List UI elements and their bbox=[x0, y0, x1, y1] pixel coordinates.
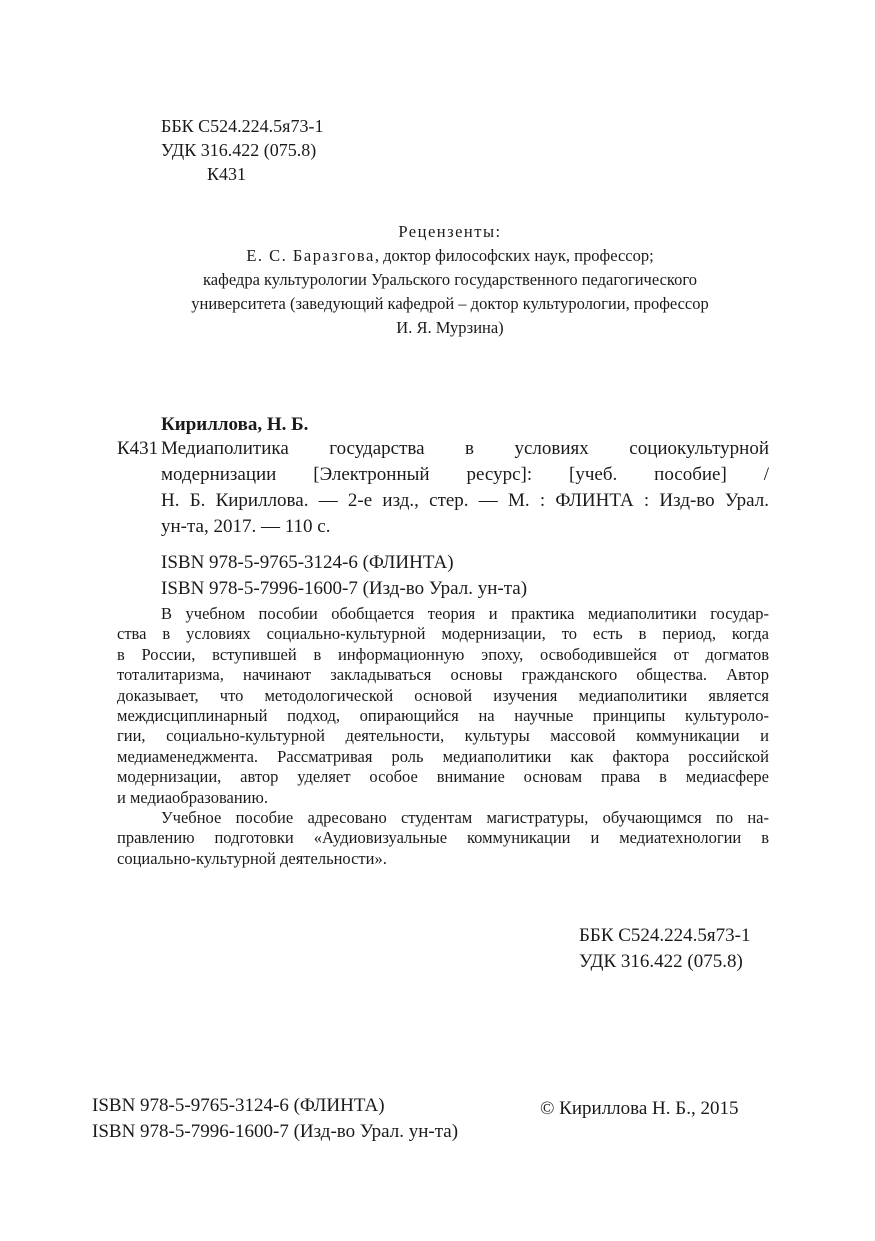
annotation-line: социально-культурной деятельности». bbox=[117, 848, 387, 868]
bottom-classification-block bbox=[579, 923, 750, 975]
bbk-code-bottom: ББК С524.224.5я73-1 bbox=[579, 925, 751, 946]
footer-isbn-ural: ISBN 978-5-7996-1600-7 (Изд-во Урал. ун-та) bbox=[92, 1121, 459, 1142]
biblio-author: Кириллова, Н. Б. bbox=[161, 414, 309, 435]
reviewer-2-line-1: кафедра культурологии Уральского государственного педагогического bbox=[203, 270, 697, 289]
biblio-desc-line: модернизации [Электронный ресурс]: [учеб. пособие] / bbox=[161, 464, 769, 485]
annotation-line: модернизации, автор уделяет особое внимание основам права в медиасфере bbox=[117, 767, 769, 787]
author-mark: К431 bbox=[207, 164, 247, 184]
annotation-line: междисциплинарный подход, опирающийся на научные принципы культуроло- bbox=[117, 705, 769, 725]
biblio-description bbox=[161, 436, 769, 540]
annotation-line: и медиаобразованию. bbox=[117, 787, 268, 807]
copyright-notice: © Кириллова Н. Б., 2015 bbox=[540, 1098, 739, 1119]
isbn-block bbox=[161, 550, 527, 602]
reviewer-2-line-3: И. Я. Мурзина) bbox=[396, 318, 504, 337]
annotation-line: доказывает, что методологической основой изучения медиаполитики является bbox=[117, 685, 769, 705]
reviewers-heading: Рецензенты: bbox=[398, 222, 502, 241]
reviewer-2-line-2: университета (заведующий кафедрой – доктор культурологии, профессор bbox=[191, 294, 709, 313]
udk-code-bottom: УДК 316.422 (075.8) bbox=[579, 951, 743, 972]
annotation-line: ства в условиях социально-культурной модернизации, то есть в период, когда bbox=[117, 624, 769, 644]
isbn-flinta: ISBN 978-5-9765-3124-6 (ФЛИНТА) bbox=[161, 552, 454, 573]
annotation-line: тоталитаризма, начинают закладываться основы гражданского общества. Автор bbox=[117, 665, 769, 685]
annotation bbox=[117, 604, 769, 869]
bbk-code: ББК С524.224.5я73-1 bbox=[161, 116, 324, 136]
biblio-desc-line: Медиаполитика государства в условиях социокультурной bbox=[161, 438, 769, 459]
reviewers-block bbox=[140, 222, 760, 342]
annotation-line: медиаменеджмента. Рассматривая роль медиаполитики как фактора российской bbox=[117, 746, 769, 766]
reviewer-1-title: , доктор философских наук, профессор; bbox=[374, 246, 654, 265]
reviewer-1 bbox=[140, 246, 760, 270]
udk-code: УДК 316.422 (075.8) bbox=[161, 140, 317, 160]
isbn-ural: ISBN 978-5-7996-1600-7 (Изд-во Урал. ун-та) bbox=[161, 578, 528, 599]
annotation-line: В учебном пособии обобщается теория и практика медиаполитики государ- bbox=[161, 604, 769, 623]
footer-isbn-flinta: ISBN 978-5-9765-3124-6 (ФЛИНТА) bbox=[92, 1095, 385, 1116]
annotation-line: гии, социально-культурной деятельности, культуры массовой коммуникации и bbox=[117, 726, 769, 746]
biblio-desc-line: Н. Б. Кириллова. — 2-е изд., стер. — М. : ФЛИНТА : Изд-во Урал. bbox=[161, 490, 769, 511]
annotation-line: Учебное пособие адресовано студентам магистратуры, обучающимся по на- bbox=[161, 807, 769, 827]
biblio-author-mark: К431 bbox=[117, 438, 159, 459]
biblio-desc-line: ун-та, 2017. — 110 с. bbox=[161, 516, 331, 537]
top-classification-block bbox=[161, 114, 323, 186]
annotation-paragraph-1 bbox=[117, 604, 769, 808]
reviewer-1-name: Е. С. Баразгова bbox=[246, 246, 375, 265]
footer-isbn-block bbox=[92, 1093, 458, 1145]
annotation-line: правлению подготовки «Аудиовизуальные коммуникации и медиатехнологии в bbox=[117, 828, 769, 848]
annotation-line: в России, вступившей в информационную эпоху, освободившейся от догматов bbox=[117, 644, 769, 664]
annotation-paragraph-2 bbox=[117, 808, 769, 869]
